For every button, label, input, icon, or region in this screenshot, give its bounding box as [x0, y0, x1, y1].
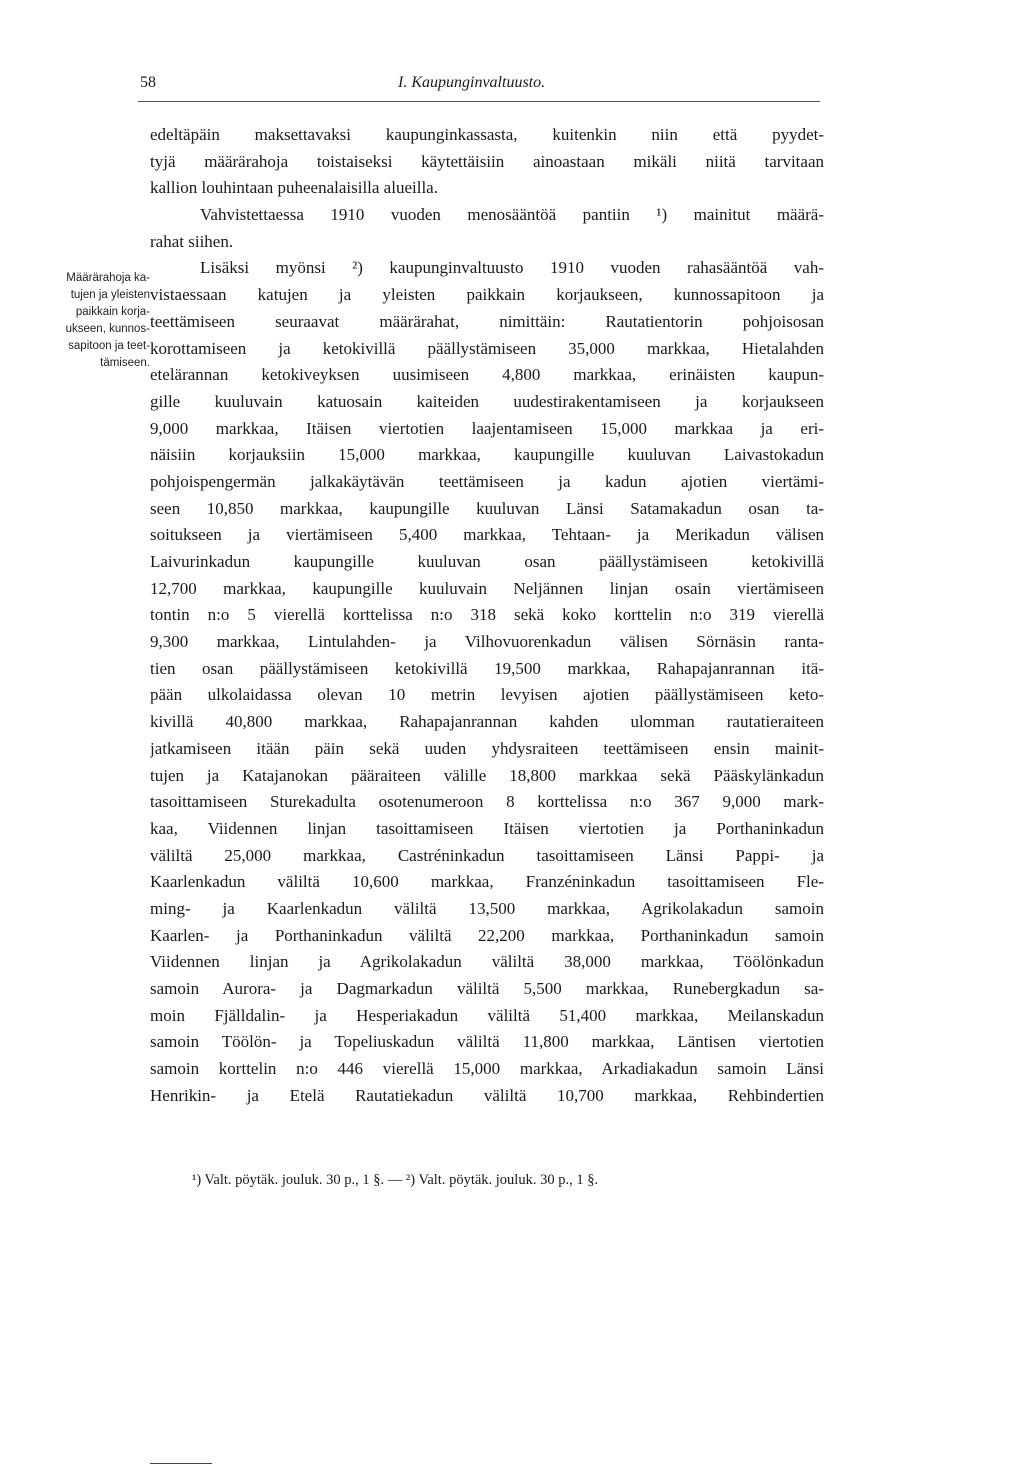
- text-line: Lisäksi myönsi ²) kaupunginvaltuusto 1910 vuoden rahasääntöä vah-: [200, 258, 824, 278]
- text-line: gille kuuluvain katuosain kaiteiden uudestirakentamiseen ja korjaukseen: [150, 391, 824, 411]
- text-line: ming- ja Kaarlenkadun väliltä 13,500 markkaa, Agrikolakadun samoin: [150, 898, 824, 918]
- text-line: väliltä 25,000 markkaa, Castréninkadun tasoittamiseen Länsi Pappi- ja: [150, 845, 824, 865]
- text-line: kallion louhintaan puheenalaisilla alueilla.: [150, 178, 438, 198]
- header-rule: [138, 101, 820, 102]
- text-line: samoin korttelin n:o 446 vierellä 15,000 markkaa, Arkadiakadun samoin Länsi: [150, 1059, 824, 1079]
- text-line: pohjoispengermän jalkakäytävän teettämiseen ja kadun ajotien viertämi-: [150, 471, 824, 491]
- text-line: 9,300 markkaa, Lintulahden- ja Vilhovuorenkadun välisen Sörnäsin ranta-: [150, 632, 824, 652]
- margin-note-line: sapitoon ja teet-: [68, 340, 150, 352]
- page-number: 58: [140, 74, 156, 91]
- text-line: korottamiseen ja ketokivillä päällystämiseen 35,000 markkaa, Hietalahden: [150, 338, 824, 358]
- margin-note-line: ukseen, kunnos-: [65, 323, 150, 335]
- text-line: Henrikin- ja Etelä Rautatiekadun väliltä 10,700 markkaa, Rehbindertien: [150, 1085, 824, 1105]
- margin-note-line: paikkain korja-: [75, 306, 150, 318]
- running-title: I. Kaupunginvaltuusto.: [398, 74, 546, 91]
- text-line: moin Fjälldalin- ja Hesperiakadun väliltä 51,400 markkaa, Meilanskadun: [150, 1005, 824, 1025]
- text-line: kaa, Viidennen linjan tasoittamiseen Itäisen viertotien ja Porthaninkadun: [150, 818, 824, 838]
- margin-note-line: Määrärahoja ka-: [66, 272, 150, 284]
- text-line: soitukseen ja viertämiseen 5,400 markkaa, Tehtaan- ja Merikadun välisen: [150, 525, 824, 545]
- text-line: seen 10,850 markkaa, kaupungille kuuluvan Länsi Satamakadun osan ta-: [150, 498, 824, 518]
- text-line: Viidennen linjan ja Agrikolakadun väliltä 38,000 markkaa, Töölönkadun: [150, 952, 824, 972]
- text-line: tujen ja Katajanokan pääraiteen välille 18,800 markkaa sekä Pääskylänkadun: [150, 765, 824, 785]
- running-header: [140, 74, 822, 100]
- text-line: vistaessaan katujen ja yleisten paikkain korjaukseen, kunnossapitoon ja: [150, 285, 824, 305]
- body-text: [150, 122, 824, 1109]
- text-line: jatkamiseen itään päin sekä uuden yhdysraiteen teettämiseen ensin mainit-: [150, 738, 824, 758]
- footnote: ¹) Valt. pöytäk. jouluk. 30 p., 1 §. — ²) Valt. pöytäk. jouluk. 30 p., 1 §.: [192, 1172, 599, 1188]
- margin-note: [28, 270, 150, 372]
- text-line: samoin Aurora- ja Dagmarkadun väliltä 5,500 markkaa, Runebergkadun sa-: [150, 979, 824, 998]
- text-line: kivillä 40,800 markkaa, Rahapajanrannan kahden ulomman rautatieraiteen: [150, 712, 824, 732]
- text-line: Kaarlen- ja Porthaninkadun väliltä 22,200 markkaa, Porthaninkadun samoin: [150, 925, 824, 945]
- text-line: 9,000 markkaa, Itäisen viertotien laajentamiseen 15,000 markkaa ja eri-: [150, 418, 824, 438]
- text-line: tien osan päällystämiseen ketokivillä 19,500 markkaa, Rahapajanrannan itä-: [150, 658, 824, 678]
- text-line: pään ulkolaidassa olevan 10 metrin levyisen ajotien päällystämiseen keto-: [150, 685, 824, 705]
- text-line: näisiin korjauksiin 15,000 markkaa, kaupungille kuuluvan Laivastokadun: [150, 445, 824, 465]
- text-line: 12,700 markkaa, kaupungille kuuluvain Neljännen linjan osain viertämiseen: [150, 578, 824, 598]
- text-line: rahat siihen.: [150, 231, 234, 251]
- text-line: etelärannan ketokiveyksen uusimiseen 4,800 markkaa, erinäisten kaupun-: [150, 365, 824, 385]
- text-line: Laivurinkadun kaupungille kuuluvan osan päällystämiseen ketokivillä: [150, 552, 824, 571]
- text-line: Vahvistettaessa 1910 vuoden menosääntöä pantiin ¹) mainitut määrä-: [200, 205, 824, 225]
- text-line: tyjä määrärahoja toistaiseksi käytettäisiin ainoastaan mikäli niitä tarvitaan: [150, 151, 824, 171]
- margin-note-line: tujen ja yleisten: [70, 289, 150, 301]
- text-line: Kaarlenkadun väliltä 10,600 markkaa, Franzéninkadun tasoittamiseen Fle-: [150, 872, 824, 892]
- text-line: teettämiseen seuraavat määrärahat, nimittäin: Rautatientorin pohjoisosan: [150, 311, 824, 331]
- text-line: samoin Töölön- ja Topeliuskadun väliltä 11,800 markkaa, Läntisen viertotien: [150, 1032, 824, 1052]
- text-line: tontin n:o 5 vierellä korttelissa n:o 318 sekä koko korttelin n:o 319 vierellä: [150, 605, 824, 625]
- text-line: edeltäpäin maksettavaksi kaupunginkassasta, kuitenkin niin että pyydet-: [150, 125, 824, 144]
- margin-note-line: tämiseen.: [100, 357, 150, 369]
- text-line: tasoittamiseen Sturekadulta osotenumeroon 8 korttelissa n:o 367 9,000 mark-: [150, 792, 824, 812]
